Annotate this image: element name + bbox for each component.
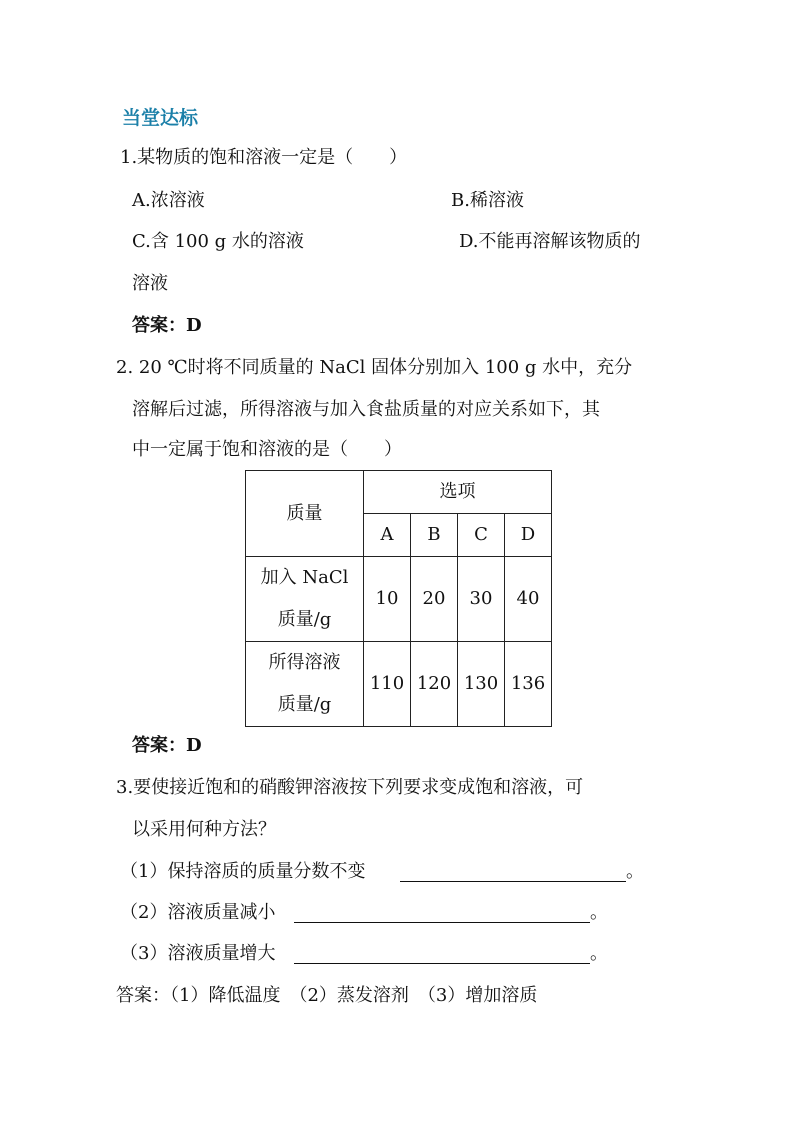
table-group-header: 选项 bbox=[364, 471, 552, 514]
row-label-line: 质量/g bbox=[277, 694, 332, 715]
q2-stem-line1: 2. 20 ℃时将不同质量的 NaCl 固体分别加入 100 g 水中，充分 bbox=[116, 357, 633, 378]
table-corner-header: 质量 bbox=[246, 471, 364, 557]
q2-answer: 答案：D bbox=[132, 735, 202, 756]
q1-option-d-continued: 溶液 bbox=[132, 273, 168, 294]
table-row-label bbox=[246, 557, 364, 642]
q3-item3-period: 。 bbox=[590, 943, 608, 964]
q1-stem: 1.某物质的饱和溶液一定是（ ） bbox=[120, 147, 408, 168]
q3-answer: 答案：（1）降低温度 （2）蒸发溶剂 （3）增加溶质 bbox=[116, 985, 538, 1006]
table-cell: 20 bbox=[411, 557, 458, 642]
table-cell: 40 bbox=[505, 557, 552, 642]
table-col-header: C bbox=[458, 514, 505, 557]
row-label-line: 所得溶液 bbox=[268, 652, 341, 673]
data-table bbox=[245, 470, 552, 727]
q3-item1-blank bbox=[400, 881, 626, 882]
q3-item2-blank bbox=[294, 922, 590, 923]
q1-option-c: C.含 100 g 水的溶液 bbox=[132, 231, 304, 252]
q2-stem-line2: 溶解后过滤，所得溶液与加入食盐质量的对应关系如下，其 bbox=[132, 399, 600, 420]
row-label-line: 加入 NaCl bbox=[260, 567, 349, 588]
table-cell: 110 bbox=[364, 642, 411, 727]
section-title: 当堂达标 bbox=[122, 107, 199, 129]
q1-answer: 答案：D bbox=[132, 315, 202, 336]
row-label-line: 质量/g bbox=[277, 609, 332, 630]
table-row-label bbox=[246, 642, 364, 727]
q3-item3-blank bbox=[294, 963, 590, 964]
table-col-header: A bbox=[364, 514, 411, 557]
table-col-header: B bbox=[411, 514, 458, 557]
q3-stem-line2: 以采用何种方法？ bbox=[132, 819, 276, 840]
table-cell: 120 bbox=[411, 642, 458, 727]
table-cell: 130 bbox=[458, 642, 505, 727]
q3-stem-line1: 3.要使接近饱和的硝酸钾溶液按下列要求变成饱和溶液，可 bbox=[116, 777, 584, 798]
q3-item3: （3）溶液质量增大 bbox=[120, 943, 276, 964]
q1-option-b: B.稀溶液 bbox=[451, 190, 524, 211]
q3-item1: （1）保持溶质的质量分数不变 bbox=[120, 861, 366, 882]
q3-item2-period: 。 bbox=[590, 902, 608, 923]
q2-stem-line3: 中一定属于饱和溶液的是（ ） bbox=[132, 439, 402, 460]
table-cell: 136 bbox=[505, 642, 552, 727]
q3-item1-period: 。 bbox=[626, 861, 644, 882]
table-cell: 10 bbox=[364, 557, 411, 642]
q1-option-a: A.浓溶液 bbox=[132, 190, 205, 211]
q1-option-d: D.不能再溶解该物质的 bbox=[459, 231, 641, 252]
table-cell: 30 bbox=[458, 557, 505, 642]
table-col-header: D bbox=[505, 514, 552, 557]
q3-item2: （2）溶液质量减小 bbox=[120, 902, 276, 923]
